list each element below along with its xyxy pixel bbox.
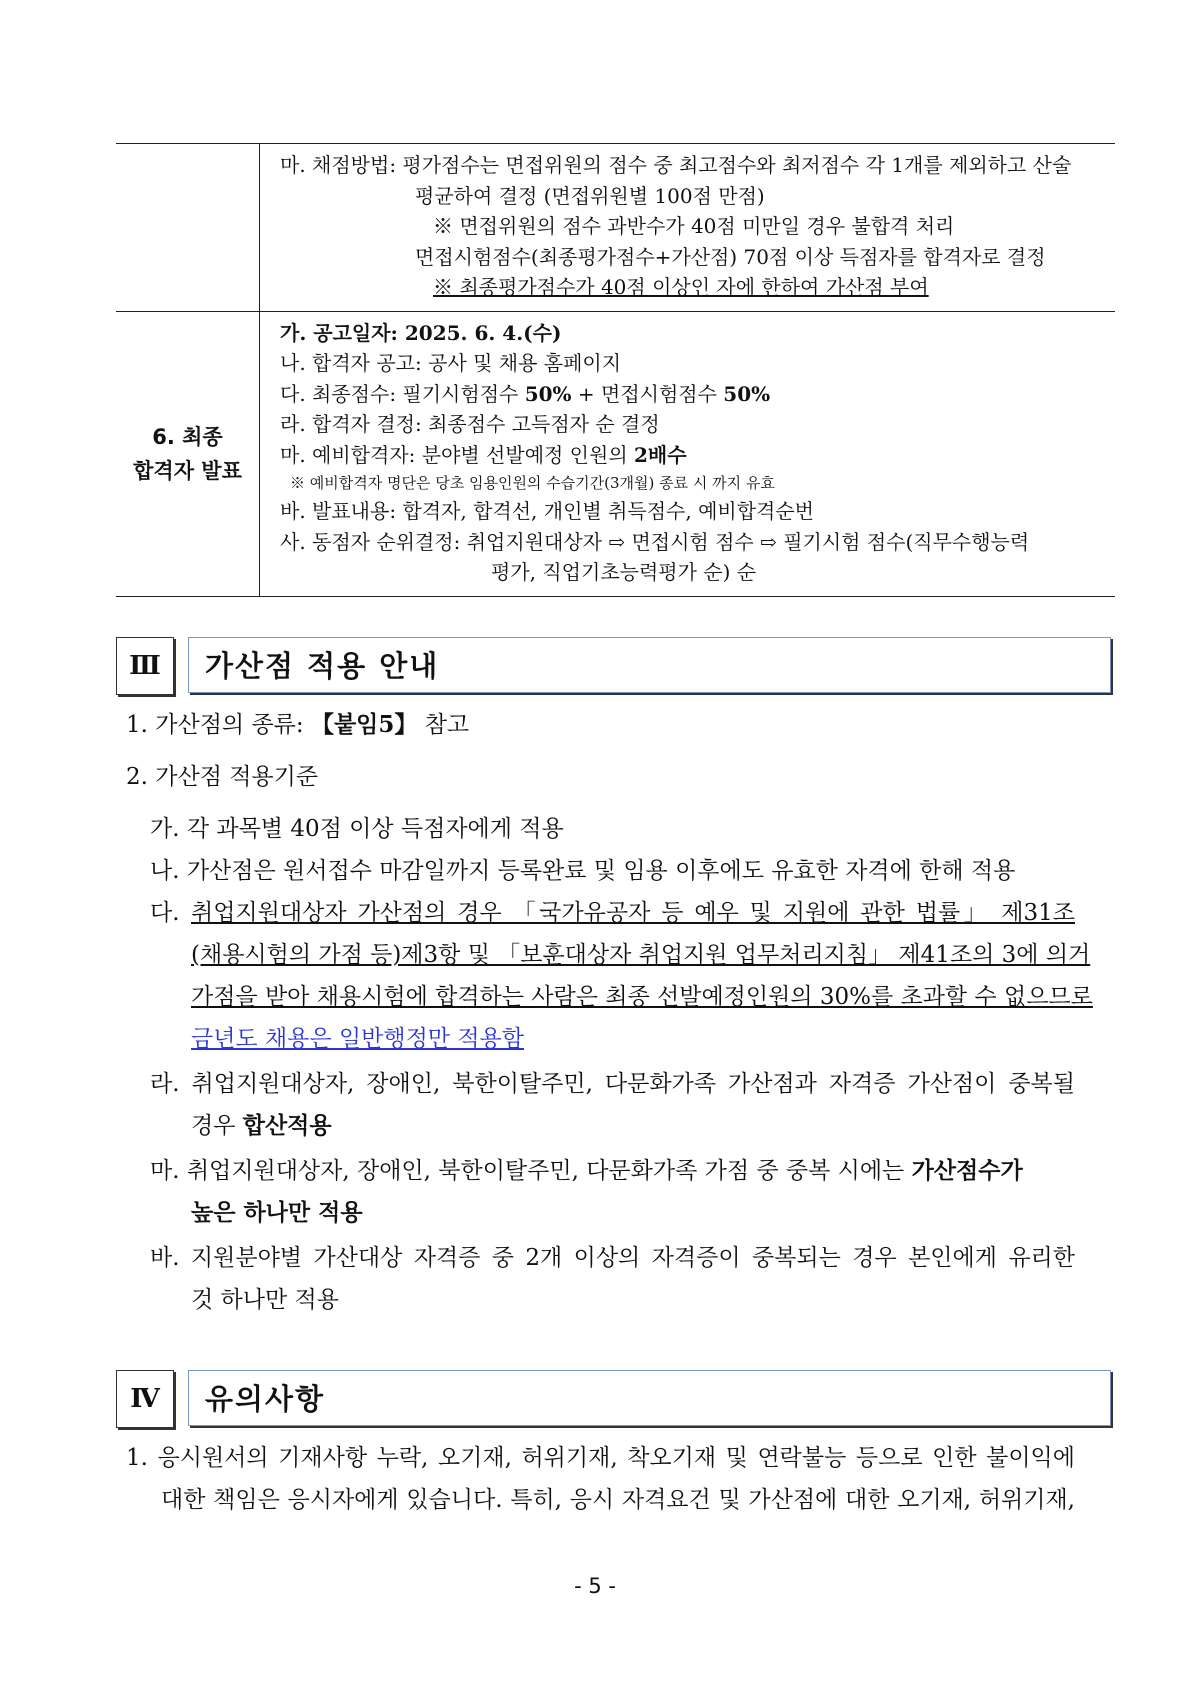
list-item: 나. 가산점은 원서접수 마감일까지 등록완료 및 임용 이후에도 유효한 자격에 한해 적용: [150, 858, 1016, 884]
list-item-text: 경우: [191, 1113, 243, 1139]
scoring-method-note: ※ 최종평가점수가 40점 이상인 자에 한하여 가산점 부여: [433, 275, 929, 299]
list-item-bold: 가산점수가: [911, 1157, 1023, 1184]
list-item-line: 것 하나만 적용: [191, 1287, 339, 1313]
list-item: 바. 지원분야별 가산대상 자격증 중 2개 이상의 자격증이 중복되는 경우 본인에게 유리한: [150, 1245, 1075, 1271]
table-row: [116, 144, 1115, 312]
list-item: 가. 각 과목별 40점 이상 득점자에게 적용: [150, 816, 564, 842]
scoring-method-note: ※ 면접위원의 점수 과반수가 40점 미만일 경우 불합격 처리: [433, 214, 955, 238]
page-number: - 5 -: [574, 1574, 616, 1598]
list-item-line: 가점을 받아 채용시험에 합격하는 사람은 최종 선발예정인원의 30%를 초과할 수 없으므로: [191, 984, 1093, 1010]
scoring-method-line: 마. 채점방법: 평가점수는 면접위원의 점수 중 최고점수와 최저점수 각 1개를 제외하고 산술: [280, 153, 1072, 177]
interview-weight: 50%: [723, 381, 771, 406]
section-title: 가산점 적용 안내: [188, 637, 1111, 693]
list-item-line: 금년도 채용은 일반행정만 적용함: [191, 1026, 524, 1052]
table-content-cell: [260, 311, 1116, 596]
combined-apply: 합산적용: [242, 1112, 332, 1139]
final-score-text: + 면접시험점수: [571, 381, 724, 406]
final-score-text: 다. 최종점수: 필기시험점수: [280, 381, 525, 406]
section-title: 유의사항: [188, 1370, 1111, 1426]
list-item: 라. 취업지원대상자, 장애인, 북한이탈주민, 다문화가족 가산점과 자격증 가산점이 중복될: [150, 1071, 1075, 1097]
paragraph: 2. 가산점 적용기준: [126, 764, 319, 790]
paragraph: 1. 응시원서의 기재사항 누락, 오기재, 허위기재, 착오기재 및 연락불능 등으로 인한 불이익에: [126, 1445, 1075, 1471]
paragraph-text: 참고: [417, 712, 470, 738]
reserve-note: ※ 예비합격자 명단은 당초 임용인원의 수습기간(3개월) 종료 시 까지 유효: [290, 474, 775, 492]
paragraph: 대한 책임은 응시자에게 있습니다. 특히, 응시 자격요건 및 가산점에 대한 오기재, 허위기재,: [161, 1487, 1075, 1513]
tie-break-line: 사. 동점자 순위결정: 취업지원대상자 ⇨ 면접시험 점수 ⇨ 필기시험 점수(직무수행능력: [280, 529, 1030, 554]
section-number: Ⅲ: [116, 637, 174, 695]
paragraph-text: 1. 가산점의 종류:: [126, 712, 311, 738]
section-number: Ⅳ: [116, 1370, 174, 1428]
final-score-line: [280, 379, 1101, 410]
scoring-method-line: 면접시험점수(최종평가점수+가산점) 70점 이상 득점자를 합격자로 결정: [415, 244, 1046, 269]
attachment-reference: 【붙임5】: [310, 711, 418, 738]
list-item-line: [191, 1105, 332, 1147]
announcement-content: 바. 발표내용: 합격자, 합격선, 개인별 취득점수, 예비합격순번: [280, 499, 814, 523]
written-weight: 50%: [524, 381, 572, 406]
announcement-place: 나. 합격자 공고: 공사 및 채용 홈페이지: [280, 351, 622, 375]
row-label-line: 6. 최종: [152, 424, 223, 449]
paragraph: [126, 704, 469, 746]
list-item-label: 다.: [150, 900, 180, 926]
announcement-date: 가. 공고일자: 2025. 6. 4.(수): [280, 320, 562, 345]
list-item-text: 마. 취업지원대상자, 장애인, 북한이탈주민, 다문화가족 가점 중 중복 시에는: [150, 1158, 912, 1184]
recruitment-table: [116, 143, 1115, 597]
row-label-line: 합격자 발표: [133, 458, 242, 483]
reserve-multiple: 2배수: [634, 442, 687, 467]
list-item-line: (채용시험의 가점 등)제3항 및 「보훈대상자 취업지원 업무처리지침」 제41조의 3에 의거: [191, 942, 1091, 968]
tie-break-line: 평가, 직업기초능력평가 순) 순: [491, 560, 757, 584]
scoring-method-line: 평균하여 결정 (면접위원별 100점 만점): [415, 183, 765, 208]
reserve-line: [280, 440, 1101, 471]
table-label-cell-empty: [116, 144, 260, 312]
table-row: [116, 311, 1115, 596]
list-item-line: 취업지원대상자 가산점의 경우 「국가유공자 등 예우 및 지원에 관한 법률」 제31조: [191, 900, 1075, 926]
pass-decision: 라. 합격자 결정: 최종점수 고득점자 순 결정: [280, 412, 660, 436]
list-item-line: 높은 하나만 적용: [191, 1199, 363, 1226]
list-item: [150, 1150, 1023, 1192]
table-content-cell: [260, 144, 1116, 312]
reserve-text: 마. 예비합격자: 분야별 선발예정 인원의: [280, 442, 635, 467]
table-label-cell: [116, 311, 260, 596]
